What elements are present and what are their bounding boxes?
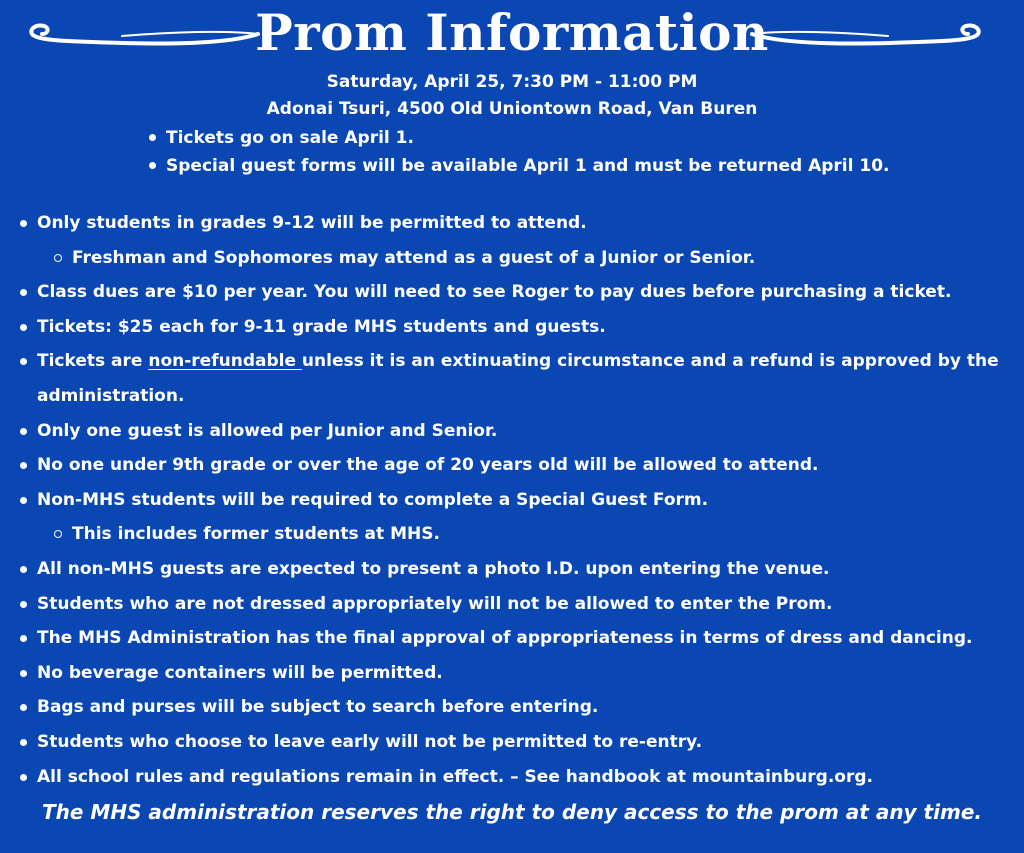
rule-text: All non-MHS guests are expected to present a photo I.D. upon entering the venue. — [37, 558, 830, 579]
highlight-item — [146, 152, 890, 180]
bullet-icon — [20, 670, 27, 677]
rule-item — [18, 725, 1018, 760]
rule-item — [18, 483, 1018, 518]
rule-text: No beverage containers will be permitted. — [37, 662, 443, 683]
bullet-icon — [20, 324, 27, 331]
rule-text: Bags and purses will be subject to search before entering. — [37, 697, 599, 718]
rule-subtext: This includes former students at MHS. — [72, 524, 440, 545]
event-venue: Adonai Tsuri, 4500 Old Uniontown Road, Van Buren — [266, 99, 758, 119]
hollow-bullet-icon — [54, 530, 62, 538]
bullet-icon — [20, 774, 27, 781]
rule-item — [18, 344, 1018, 379]
rule-text: The MHS Administration has the final approval of appropriateness in terms of dress and dancing. — [37, 628, 973, 649]
bullet-icon — [20, 566, 27, 573]
rule-item — [18, 621, 1018, 656]
rule-text-prefix: Tickets are — [37, 351, 149, 372]
rule-item — [18, 760, 1018, 795]
bullet-icon — [20, 220, 27, 227]
footer-notice: The MHS administration reserves the right to deny access to the prom at any time. — [42, 800, 982, 824]
rule-text: Students who choose to leave early will not be permitted to re-entry. — [37, 731, 703, 752]
bullet-icon — [20, 497, 27, 504]
rule-item-continued — [18, 379, 1018, 414]
rule-item — [18, 656, 1018, 691]
bullet-icon — [20, 704, 27, 711]
rule-item — [18, 448, 1018, 483]
highlight-item — [146, 124, 890, 152]
bullet-icon — [20, 462, 27, 469]
bullet-icon — [20, 289, 27, 296]
rule-text: Tickets: $25 each for 9-11 grade MHS students and guests. — [37, 316, 606, 337]
bullet-icon — [20, 428, 27, 435]
bullet-icon — [20, 358, 27, 365]
highlight-text: Special guest forms will be available April 1 and must be returned April 10. — [166, 156, 890, 176]
rule-text: Class dues are $10 per year. You will need to see Roger to pay dues before purchasing a ticket. — [37, 282, 952, 303]
rule-text: Non-MHS students will be required to complete a Special Guest Form. — [37, 489, 709, 510]
bullet-icon — [20, 601, 27, 608]
non-refundable-emphasis: non-refundable — [148, 351, 302, 372]
rule-text: No one under 9th grade or over the age of 20 years old will be allowed to attend. — [37, 455, 819, 476]
rule-item — [18, 587, 1018, 622]
rule-item — [18, 690, 1018, 725]
rule-item — [18, 414, 1018, 449]
event-date-time: Saturday, April 25, 7:30 PM - 11:00 PM — [326, 72, 698, 92]
hollow-bullet-icon — [54, 254, 62, 262]
rule-subitem — [18, 241, 1018, 276]
rule-item — [18, 310, 1018, 345]
rule-text: Only students in grades 9-12 will be permitted to attend. — [37, 213, 587, 233]
header — [0, 2, 1024, 68]
rule-item — [18, 275, 1018, 310]
rule-item — [18, 206, 1018, 241]
bullet-icon — [149, 162, 156, 169]
highlights-list — [146, 124, 890, 180]
rule-subitem — [18, 517, 1018, 552]
rule-text: Only one guest is allowed per Junior and Senior. — [37, 420, 498, 441]
rule-subtext: Freshman and Sophomores may attend as a guest of a Junior or Senior. — [72, 247, 756, 268]
page-title: Prom Information — [255, 3, 769, 62]
rule-text-continued: administration. — [37, 385, 185, 406]
rule-item — [18, 552, 1018, 587]
rules-list — [18, 206, 1018, 794]
rule-text-suffix: unless it is an extinuating circumstance and a refund is approved by the — [301, 351, 999, 372]
rule-text: Students who are not dressed appropriately will not be allowed to enter the Prom. — [37, 593, 833, 614]
highlight-text: Tickets go on sale April 1. — [166, 128, 414, 148]
rule-text: All school rules and regulations remain in effect. – See handbook at mountainburg.org. — [37, 766, 873, 787]
right-swash-ornament — [748, 16, 988, 52]
bullet-icon — [20, 739, 27, 746]
bullet-icon — [149, 134, 156, 141]
bullet-icon — [20, 635, 27, 642]
